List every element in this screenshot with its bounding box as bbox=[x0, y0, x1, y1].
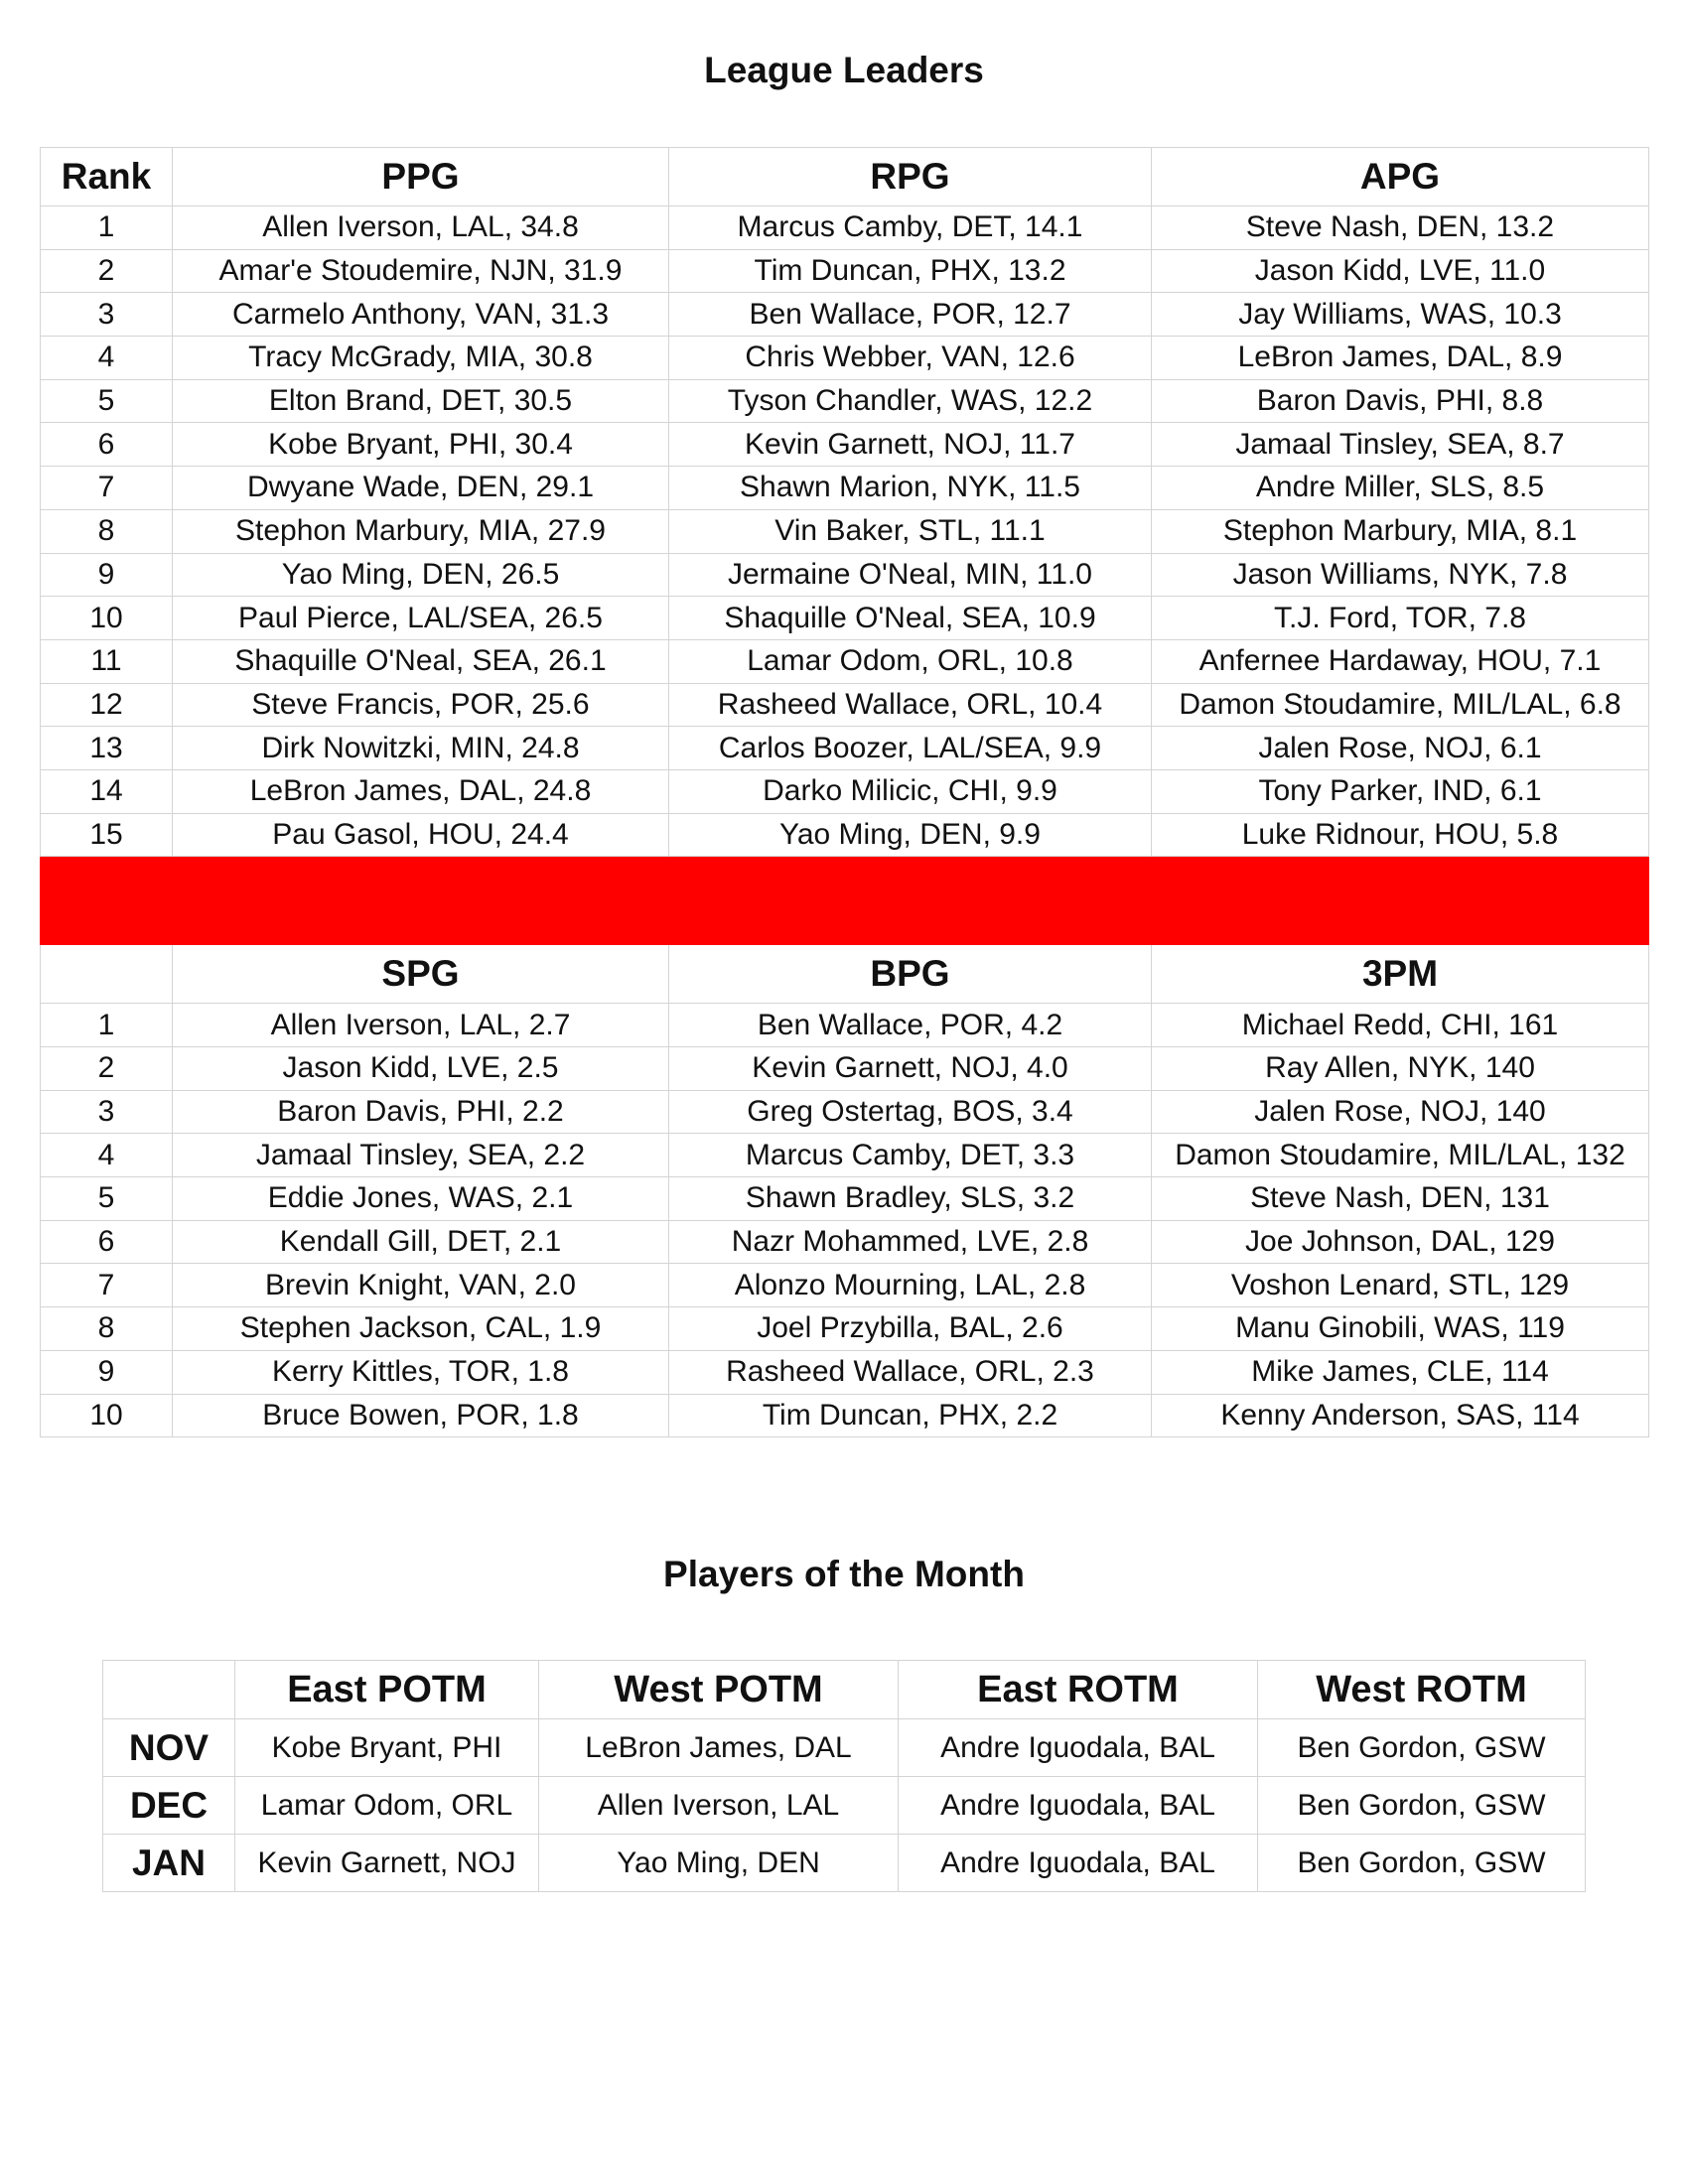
table-cell: Kobe Bryant, PHI bbox=[235, 1719, 539, 1777]
month-cell: DEC bbox=[103, 1777, 235, 1835]
league-leaders-table bbox=[40, 147, 1649, 1437]
table-cell: Ben Gordon, GSW bbox=[1258, 1835, 1586, 1892]
table-cell: Steve Nash, DEN, 13.2 bbox=[1152, 206, 1649, 250]
table-row bbox=[41, 597, 1649, 640]
table-cell: Kobe Bryant, PHI, 30.4 bbox=[173, 423, 669, 467]
month-cell: JAN bbox=[103, 1835, 235, 1892]
table-row bbox=[41, 1047, 1649, 1091]
table-cell: Kevin Garnett, NOJ, 4.0 bbox=[669, 1047, 1152, 1091]
table-cell: Jason Kidd, LVE, 11.0 bbox=[1152, 249, 1649, 293]
rank-cell: 3 bbox=[41, 293, 173, 337]
rank-cell: 13 bbox=[41, 727, 173, 770]
potm-header-row bbox=[103, 1661, 1586, 1719]
table-row bbox=[41, 249, 1649, 293]
table-cell: Mike James, CLE, 114 bbox=[1152, 1350, 1649, 1394]
table-cell: Shawn Bradley, SLS, 3.2 bbox=[669, 1177, 1152, 1221]
table-cell: Yao Ming, DEN, 9.9 bbox=[669, 813, 1152, 857]
table-row bbox=[41, 727, 1649, 770]
rank-cell: 7 bbox=[41, 467, 173, 510]
table-cell: Steve Francis, POR, 25.6 bbox=[173, 683, 669, 727]
table-row bbox=[41, 293, 1649, 337]
table-cell: Ben Wallace, POR, 12.7 bbox=[669, 293, 1152, 337]
table-cell: Rasheed Wallace, ORL, 10.4 bbox=[669, 683, 1152, 727]
table-cell: Anfernee Hardaway, HOU, 7.1 bbox=[1152, 639, 1649, 683]
red-separator bbox=[41, 857, 1649, 945]
table-cell: Kenny Anderson, SAS, 114 bbox=[1152, 1394, 1649, 1437]
table-cell: Andre Iguodala, BAL bbox=[899, 1777, 1258, 1835]
table-cell: Yao Ming, DEN, 26.5 bbox=[173, 553, 669, 597]
table-row bbox=[41, 1090, 1649, 1134]
table-cell: Damon Stoudamire, MIL/LAL, 132 bbox=[1152, 1134, 1649, 1177]
table-cell: Elton Brand, DET, 30.5 bbox=[173, 379, 669, 423]
rank-cell: 9 bbox=[41, 1350, 173, 1394]
table-row bbox=[41, 769, 1649, 813]
table-row bbox=[41, 1394, 1649, 1437]
header-3pm: 3PM bbox=[1152, 945, 1649, 1004]
rank-cell: 1 bbox=[41, 1004, 173, 1047]
table-cell: Allen Iverson, LAL, 2.7 bbox=[173, 1004, 669, 1047]
table-cell: Kevin Garnett, NOJ bbox=[235, 1835, 539, 1892]
table-cell: Kerry Kittles, TOR, 1.8 bbox=[173, 1350, 669, 1394]
table-row bbox=[41, 1264, 1649, 1307]
rank-cell: 8 bbox=[41, 1307, 173, 1351]
table-row bbox=[41, 509, 1649, 553]
table-cell: Dwyane Wade, DEN, 29.1 bbox=[173, 467, 669, 510]
table-cell: Andre Miller, SLS, 8.5 bbox=[1152, 467, 1649, 510]
table-cell: Alonzo Mourning, LAL, 2.8 bbox=[669, 1264, 1152, 1307]
table-cell: Brevin Knight, VAN, 2.0 bbox=[173, 1264, 669, 1307]
table-cell: Ray Allen, NYK, 140 bbox=[1152, 1047, 1649, 1091]
table-cell: Lamar Odom, ORL, 10.8 bbox=[669, 639, 1152, 683]
table-cell: Ben Gordon, GSW bbox=[1258, 1719, 1586, 1777]
rank-cell: 10 bbox=[41, 597, 173, 640]
table-cell: Luke Ridnour, HOU, 5.8 bbox=[1152, 813, 1649, 857]
table-row bbox=[41, 423, 1649, 467]
header-blank bbox=[41, 945, 173, 1004]
table-cell: LeBron James, DAL bbox=[539, 1719, 899, 1777]
table-row bbox=[41, 1177, 1649, 1221]
table-cell: Amar'e Stoudemire, NJN, 31.9 bbox=[173, 249, 669, 293]
rank-cell: 1 bbox=[41, 206, 173, 250]
table-cell: Rasheed Wallace, ORL, 2.3 bbox=[669, 1350, 1152, 1394]
table-cell: LeBron James, DAL, 8.9 bbox=[1152, 337, 1649, 380]
potm-header-west-rotm: West ROTM bbox=[1258, 1661, 1586, 1719]
header-spg: SPG bbox=[173, 945, 669, 1004]
table-cell: Kevin Garnett, NOJ, 11.7 bbox=[669, 423, 1152, 467]
table-cell: Andre Iguodala, BAL bbox=[899, 1835, 1258, 1892]
table-cell: Vin Baker, STL, 11.1 bbox=[669, 509, 1152, 553]
table-row bbox=[41, 683, 1649, 727]
potm-header-blank bbox=[103, 1661, 235, 1719]
rank-cell: 4 bbox=[41, 1134, 173, 1177]
table-cell: Joe Johnson, DAL, 129 bbox=[1152, 1220, 1649, 1264]
table-cell: Stephon Marbury, MIA, 8.1 bbox=[1152, 509, 1649, 553]
header-ppg: PPG bbox=[173, 148, 669, 206]
header-rank: Rank bbox=[41, 148, 173, 206]
table-cell: Jay Williams, WAS, 10.3 bbox=[1152, 293, 1649, 337]
leaders-top-body bbox=[41, 206, 1649, 857]
league-leaders-title: League Leaders bbox=[704, 50, 984, 90]
table-cell: Steve Nash, DEN, 131 bbox=[1152, 1177, 1649, 1221]
table-cell: Marcus Camby, DET, 14.1 bbox=[669, 206, 1152, 250]
table-row bbox=[41, 553, 1649, 597]
table-row bbox=[41, 1220, 1649, 1264]
table-cell: Yao Ming, DEN bbox=[539, 1835, 899, 1892]
potm-header-east-potm: East POTM bbox=[235, 1661, 539, 1719]
table-cell: Allen Iverson, LAL bbox=[539, 1777, 899, 1835]
rank-cell: 8 bbox=[41, 509, 173, 553]
table-cell: Paul Pierce, LAL/SEA, 26.5 bbox=[173, 597, 669, 640]
table-cell: Jamaal Tinsley, SEA, 8.7 bbox=[1152, 423, 1649, 467]
table-row bbox=[41, 379, 1649, 423]
table-cell: Baron Davis, PHI, 8.8 bbox=[1152, 379, 1649, 423]
potm-header-east-rotm: East ROTM bbox=[899, 1661, 1258, 1719]
table-cell: Kendall Gill, DET, 2.1 bbox=[173, 1220, 669, 1264]
table-cell: Lamar Odom, ORL bbox=[235, 1777, 539, 1835]
rank-cell: 14 bbox=[41, 769, 173, 813]
table-row bbox=[41, 337, 1649, 380]
header-rpg: RPG bbox=[669, 148, 1152, 206]
table-cell: Jason Williams, NYK, 7.8 bbox=[1152, 553, 1649, 597]
rank-cell: 5 bbox=[41, 379, 173, 423]
rank-cell: 7 bbox=[41, 1264, 173, 1307]
table-cell: Carlos Boozer, LAL/SEA, 9.9 bbox=[669, 727, 1152, 770]
table-cell: Chris Webber, VAN, 12.6 bbox=[669, 337, 1152, 380]
potm-body bbox=[103, 1719, 1586, 1892]
leaders-second-header-row bbox=[41, 945, 1649, 1004]
table-cell: Tim Duncan, PHX, 2.2 bbox=[669, 1394, 1152, 1437]
table-cell: Stephen Jackson, CAL, 1.9 bbox=[173, 1307, 669, 1351]
rank-cell: 6 bbox=[41, 1220, 173, 1264]
table-row bbox=[41, 1004, 1649, 1047]
table-cell: Joel Przybilla, BAL, 2.6 bbox=[669, 1307, 1152, 1351]
table-row bbox=[103, 1777, 1586, 1835]
table-cell: Andre Iguodala, BAL bbox=[899, 1719, 1258, 1777]
table-cell: Voshon Lenard, STL, 129 bbox=[1152, 1264, 1649, 1307]
header-apg: APG bbox=[1152, 148, 1649, 206]
rank-cell: 10 bbox=[41, 1394, 173, 1437]
rank-cell: 6 bbox=[41, 423, 173, 467]
table-row bbox=[41, 206, 1649, 250]
players-of-the-month-title: Players of the Month bbox=[663, 1554, 1025, 1594]
table-cell: Tony Parker, IND, 6.1 bbox=[1152, 769, 1649, 813]
rank-cell: 12 bbox=[41, 683, 173, 727]
table-cell: Allen Iverson, LAL, 34.8 bbox=[173, 206, 669, 250]
rank-cell: 15 bbox=[41, 813, 173, 857]
table-row bbox=[41, 1134, 1649, 1177]
rank-cell: 3 bbox=[41, 1090, 173, 1134]
rank-cell: 4 bbox=[41, 337, 173, 380]
table-row bbox=[41, 639, 1649, 683]
table-cell: Shawn Marion, NYK, 11.5 bbox=[669, 467, 1152, 510]
leaders-header-row bbox=[41, 148, 1649, 206]
table-cell: Stephon Marbury, MIA, 27.9 bbox=[173, 509, 669, 553]
table-cell: Jermaine O'Neal, MIN, 11.0 bbox=[669, 553, 1152, 597]
potm-header-west-potm: West POTM bbox=[539, 1661, 899, 1719]
rank-cell: 11 bbox=[41, 639, 173, 683]
rank-cell: 2 bbox=[41, 1047, 173, 1091]
table-cell: Michael Redd, CHI, 161 bbox=[1152, 1004, 1649, 1047]
month-cell: NOV bbox=[103, 1719, 235, 1777]
table-cell: Eddie Jones, WAS, 2.1 bbox=[173, 1177, 669, 1221]
table-row bbox=[103, 1835, 1586, 1892]
table-cell: Pau Gasol, HOU, 24.4 bbox=[173, 813, 669, 857]
table-cell: Manu Ginobili, WAS, 119 bbox=[1152, 1307, 1649, 1351]
table-cell: T.J. Ford, TOR, 7.8 bbox=[1152, 597, 1649, 640]
table-cell: Ben Wallace, POR, 4.2 bbox=[669, 1004, 1152, 1047]
table-cell: Jalen Rose, NOJ, 6.1 bbox=[1152, 727, 1649, 770]
red-separator-row bbox=[41, 857, 1649, 945]
table-cell: Shaquille O'Neal, SEA, 26.1 bbox=[173, 639, 669, 683]
table-cell: Jalen Rose, NOJ, 140 bbox=[1152, 1090, 1649, 1134]
header-bpg: BPG bbox=[669, 945, 1152, 1004]
table-cell: Jason Kidd, LVE, 2.5 bbox=[173, 1047, 669, 1091]
table-cell: Ben Gordon, GSW bbox=[1258, 1777, 1586, 1835]
table-row bbox=[41, 1307, 1649, 1351]
table-cell: Darko Milicic, CHI, 9.9 bbox=[669, 769, 1152, 813]
players-of-the-month-table bbox=[102, 1660, 1586, 1892]
rank-cell: 2 bbox=[41, 249, 173, 293]
table-cell: Marcus Camby, DET, 3.3 bbox=[669, 1134, 1152, 1177]
table-row bbox=[41, 1350, 1649, 1394]
table-cell: Greg Ostertag, BOS, 3.4 bbox=[669, 1090, 1152, 1134]
table-row bbox=[103, 1719, 1586, 1777]
table-cell: Bruce Bowen, POR, 1.8 bbox=[173, 1394, 669, 1437]
table-cell: LeBron James, DAL, 24.8 bbox=[173, 769, 669, 813]
table-cell: Tracy McGrady, MIA, 30.8 bbox=[173, 337, 669, 380]
table-cell: Tim Duncan, PHX, 13.2 bbox=[669, 249, 1152, 293]
table-cell: Baron Davis, PHI, 2.2 bbox=[173, 1090, 669, 1134]
table-cell: Carmelo Anthony, VAN, 31.3 bbox=[173, 293, 669, 337]
table-row bbox=[41, 467, 1649, 510]
table-row bbox=[41, 813, 1649, 857]
rank-cell: 9 bbox=[41, 553, 173, 597]
rank-cell: 5 bbox=[41, 1177, 173, 1221]
leaders-bottom-body bbox=[41, 1004, 1649, 1437]
table-cell: Damon Stoudamire, MIL/LAL, 6.8 bbox=[1152, 683, 1649, 727]
table-cell: Jamaal Tinsley, SEA, 2.2 bbox=[173, 1134, 669, 1177]
table-cell: Shaquille O'Neal, SEA, 10.9 bbox=[669, 597, 1152, 640]
table-cell: Tyson Chandler, WAS, 12.2 bbox=[669, 379, 1152, 423]
table-cell: Dirk Nowitzki, MIN, 24.8 bbox=[173, 727, 669, 770]
table-cell: Nazr Mohammed, LVE, 2.8 bbox=[669, 1220, 1152, 1264]
